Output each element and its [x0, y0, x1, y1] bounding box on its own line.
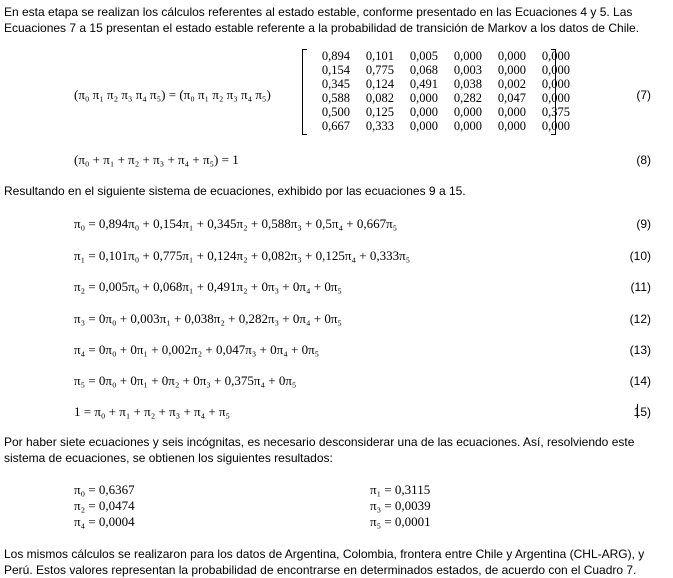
result-pi3: π₃ = 0,0039	[370, 498, 431, 513]
matrix-cell: 0,345	[321, 77, 350, 91]
result-pi2: π₂ = 0,0474	[74, 498, 135, 513]
matrix-cell: 0,500	[321, 105, 350, 119]
matrix-cell: 0,154	[321, 63, 350, 77]
eq14-text: π₅ = 0π₀ + 0π₁ + 0π₂ + 0π₃ + 0,375π₄ + 0π₅	[74, 373, 297, 388]
eq12-text: π₃ = 0π₀ + 0,003π₁ + 0,038π₂ + 0,282π₃ + 0π₄ + 0π₅	[74, 311, 342, 326]
eq10-text: π₁ = 0,101π₀ + 0,775π₁ + 0,124π₂ + 0,082π₃ + 0,125π₄ + 0,333π₅	[74, 248, 411, 263]
eq11-text: π₂ = 0,005π₀ + 0,068π₁ + 0,491π₂ + 0π₃ + 0π₄ + 0π₅	[74, 279, 342, 294]
matrix-cell: 0,667	[321, 119, 350, 133]
matrix-cell: 0,068	[409, 63, 438, 77]
eq8-text: (π₀ + π₁ + π₂ + π₃ + π₄ + π₅) = 1	[74, 152, 239, 167]
matrix-cell: 0,491	[409, 77, 438, 91]
eq11-number: (11)	[630, 280, 651, 294]
matrix-cell: 0,047	[497, 91, 526, 105]
matrix-cell: 0,775	[365, 63, 394, 77]
transition-matrix	[302, 48, 570, 136]
matrix-cell: 0,002	[497, 77, 526, 91]
closing-paragraph: Los mismos cálculos se realizaron para los datos de Argentina, Colombia, frontera entre Chile y Argentina (CHL-ARG), y Perú. Estos valores representan la probabilidad de encontrarse en determinados estados, de acuerdo con el Cuadro 7.	[4, 547, 645, 577]
matrix-cell: 0,000	[541, 119, 570, 133]
matrix-cell: 0,000	[453, 105, 482, 119]
eq14-number: (14)	[629, 374, 651, 388]
matrix-cell: 0,000	[541, 77, 570, 91]
matrix-cell: 0,000	[409, 105, 438, 119]
matrix-cell: 0,000	[497, 49, 526, 63]
system-paragraph: Resultando en el siguiente sistema de ecuaciones, exhibido por las ecuaciones 9 a 15.	[4, 184, 466, 198]
matrix-cell: 0,000	[541, 91, 570, 105]
matrix-cell: 0,375	[541, 105, 570, 119]
eq9-number: (9)	[636, 217, 651, 231]
matrix-left-bracket	[302, 49, 307, 135]
matrix-cell: 0,282	[453, 91, 482, 105]
matrix-cell: 0,588	[321, 91, 350, 105]
result-pi0: π₀ = 0,6367	[74, 482, 135, 497]
matrix-cell: 0,000	[497, 119, 526, 133]
matrix-cell: 0,000	[453, 49, 482, 63]
eq12-number: (12)	[629, 312, 651, 326]
matrix-cell: 0,000	[541, 49, 570, 63]
matrix-cell: 0,000	[497, 63, 526, 77]
eq15-text: 1 = π₀ + π₁ + π₂ + π₃ + π₄ + π₅	[74, 404, 231, 419]
result-pi1: π₁ = 0,3115	[370, 482, 431, 497]
eq7-number: (7)	[636, 88, 651, 102]
matrix-cell: 0,894	[321, 49, 350, 63]
eq7-lhs: (π₀ π₁ π₂ π₃ π₄ π₅) = (π₀ π₁ π₂ π₃ π₄ π₅)	[74, 87, 271, 102]
resolution-paragraph: Por haber siete ecuaciones y seis incógnitas, es necesario desconsiderar una de las ecuaciones. Así, resolviendo este sistema de ecuaciones, se obtienen los siguientes resultados:	[4, 435, 635, 465]
matrix-cell: 0,038	[453, 77, 482, 91]
result-pi5: π₅ = 0,0001	[370, 514, 431, 529]
matrix-cell: 0,000	[409, 91, 438, 105]
matrix-cell: 0,000	[453, 119, 482, 133]
eq15-number: 15)	[633, 405, 651, 419]
eq13-text: π₄ = 0π₀ + 0π₁ + 0,002π₂ + 0,047π₃ + 0π₄ + 0π₅	[74, 342, 320, 357]
eq10-number: (10)	[629, 249, 651, 263]
matrix-cell: 0,101	[365, 49, 394, 63]
eq9-text: π₀ = 0,894π₀ + 0,154π₁ + 0,345π₂ + 0,588π₃ + 0,5π₄ + 0,667π₅	[74, 216, 398, 231]
matrix-cell: 0,333	[365, 119, 394, 133]
intro-paragraph: En esta etapa se realizan los cálculos referentes al estado estable, conforme presentado en las Ecuaciones 4 y 5. Las Ecuaciones 7 a 15 presentan el estado estable referente a la probabilidad de transición de Markov a los datos de Chile.	[4, 5, 640, 35]
matrix-cell: 0,000	[409, 119, 438, 133]
matrix-cell: 0,125	[365, 105, 394, 119]
matrix-cell: 0,005	[409, 49, 438, 63]
matrix-cell: 0,124	[365, 77, 394, 91]
result-pi4: π₄ = 0,0004	[74, 514, 135, 529]
matrix-cell: 0,003	[453, 63, 482, 77]
matrix-cell: 0,000	[541, 63, 570, 77]
eq13-number: (13)	[629, 343, 651, 357]
matrix-cell: 0,082	[365, 91, 394, 105]
matrix-cell: 0,000	[497, 105, 526, 119]
eq8-number: (8)	[636, 153, 651, 167]
